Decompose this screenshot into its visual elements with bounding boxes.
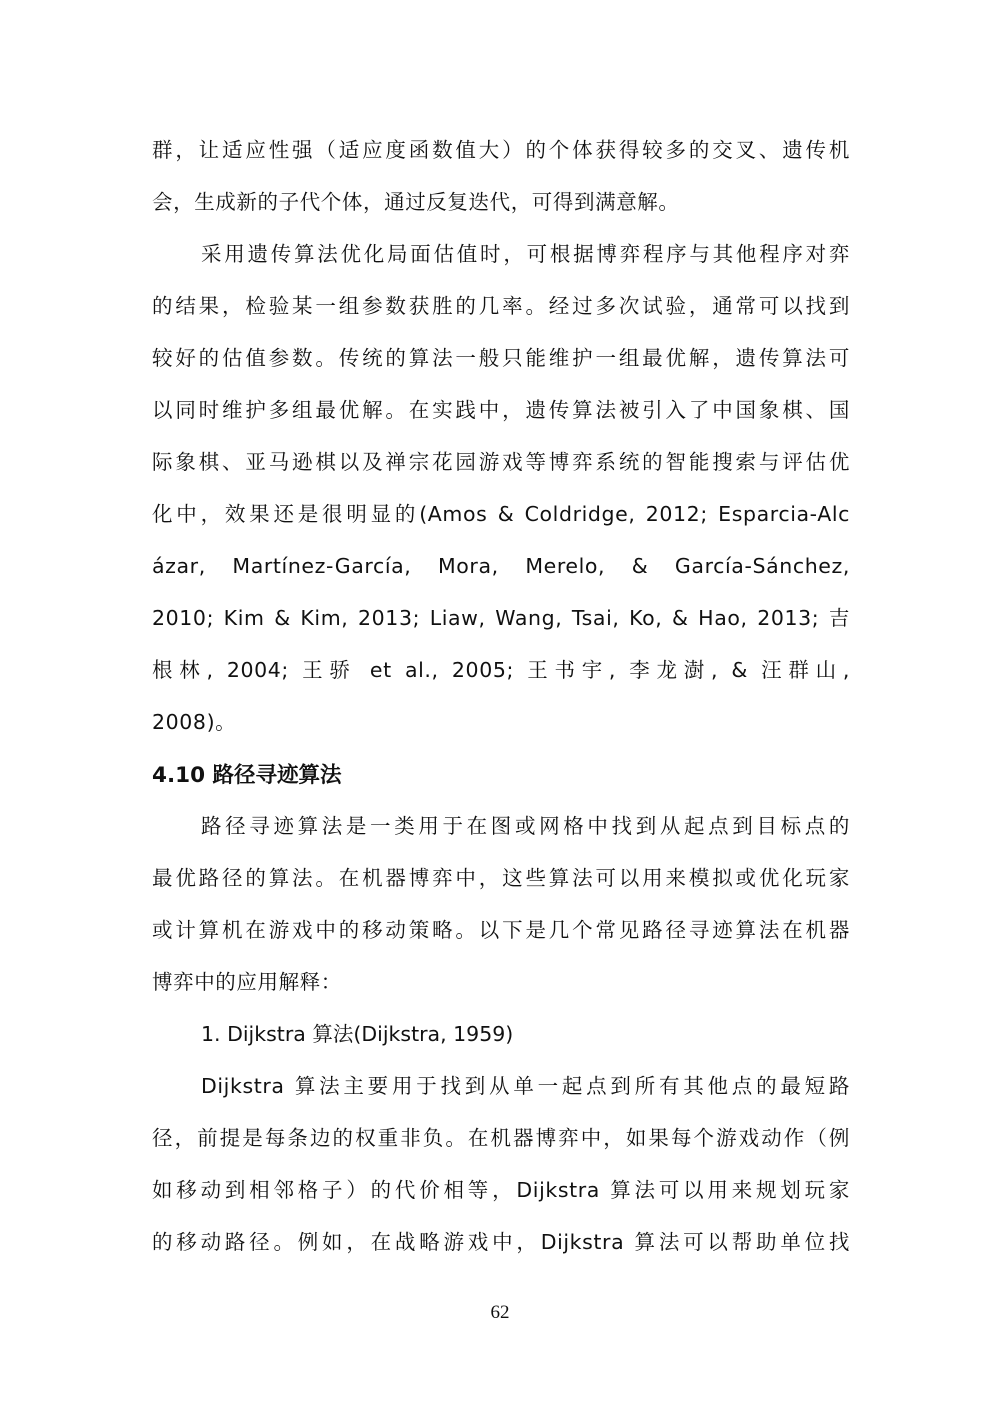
text-line: 或计算机在游戏中的移动策略。以下是几个常见路径寻迹算法在机器 (152, 918, 850, 942)
text-line: 路径寻迹算法是一类用于在图或网格中找到从起点到目标点的 (201, 814, 850, 838)
text-line: 会，生成新的子代个体，通过反复迭代，可得到满意解。 (152, 190, 680, 214)
text-line: Dijkstra 算法主要用于找到从单一起点到所有其他点的最短路 (201, 1074, 850, 1098)
text-line: 根林, 2004; 王骄 et al., 2005; 王书宇, 李龙澍, & 汪群山, (152, 658, 850, 682)
paragraph-pathfinding-intro (152, 800, 850, 1008)
text-line: 群，让适应性强（适应度函数值大）的个体获得较多的交叉、遗传机 (152, 138, 850, 162)
paragraph-genetic-algorithm (152, 228, 850, 748)
text-line: 2010; Kim & Kim, 2013; Liaw, Wang, Tsai, Ko, & Hao, 2013; 吉 (152, 606, 850, 630)
paragraph-dijkstra (152, 1060, 850, 1268)
text-line: 的移动路径。例如，在战略游戏中，Dijkstra 算法可以帮助单位找 (152, 1230, 850, 1254)
text-line: 最优路径的算法。在机器博弈中，这些算法可以用来模拟或优化玩家 (152, 866, 850, 890)
list-item-dijkstra: 1. Dijkstra 算法(Dijkstra, 1959) (201, 1022, 514, 1046)
document-body (152, 124, 850, 1268)
text-line: 的结果，检验某一组参数获胜的几率。经过多次试验，通常可以找到 (152, 294, 850, 318)
page-number: 62 (490, 1302, 510, 1323)
text-line: 博弈中的应用解释： (152, 970, 342, 994)
text-line: 较好的估值参数。传统的算法一般只能维护一组最优解，遗传算法可 (152, 346, 850, 370)
text-line: 如移动到相邻格子）的代价相等，Dijkstra 算法可以用来规划玩家 (152, 1178, 850, 1202)
text-line: ázar, Martínez-García, Mora, Merelo, & García-Sánchez, (152, 554, 850, 578)
text-line: 采用遗传算法优化局面估值时，可根据博弈程序与其他程序对弈 (201, 242, 850, 266)
paragraph-continued (152, 124, 850, 228)
section-heading: 4.10 路径寻迹算法 (152, 763, 342, 788)
text-line: 径，前提是每条边的权重非负。在机器博弈中，如果每个游戏动作（例 (152, 1126, 850, 1150)
text-line: 以同时维护多组最优解。在实践中，遗传算法被引入了中国象棋、国 (152, 398, 850, 422)
text-line: 际象棋、亚马逊棋以及禅宗花园游戏等博弈系统的智能搜索与评估优 (152, 450, 850, 474)
text-line: 2008)。 (152, 710, 237, 734)
text-line: 化中，效果还是很明显的(Amos & Coldridge, 2012; Esparcia-Alc (152, 502, 850, 526)
